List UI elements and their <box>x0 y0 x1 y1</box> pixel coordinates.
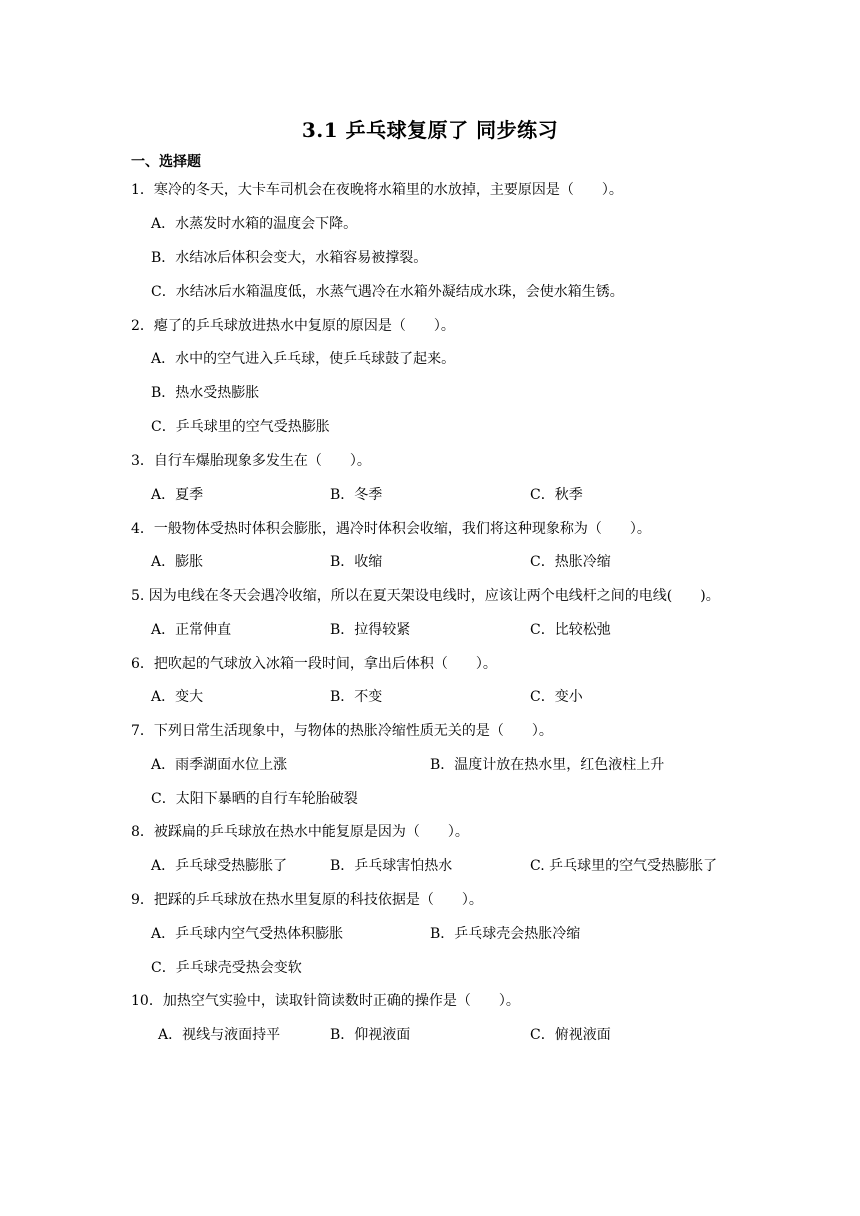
section-heading: 一、选择题 <box>131 154 201 170</box>
option-10c: C．俯视液面 <box>530 1027 611 1043</box>
question-2: 2．瘪了的乒乓球放进热水中复原的原因是（ ）。 <box>131 318 455 334</box>
option-6b: B．不变 <box>330 689 383 705</box>
option-1b: B．水结冰后体积会变大，水箱容易被撑裂。 <box>151 250 428 266</box>
option-6c: C．变小 <box>530 689 583 705</box>
option-9c: C．乒乓球壳受热会变软 <box>151 960 302 976</box>
option-8c: C. 乒乓球里的空气受热膨胀了 <box>530 858 718 874</box>
question-8: 8．被踩扁的乒乓球放在热水中能复原是因为（ ）。 <box>131 824 469 840</box>
option-5c: C．比较松弛 <box>530 622 611 638</box>
question-6: 6．把吹起的气球放入冰箱一段时间，拿出后体积（ ）。 <box>131 656 497 672</box>
option-8a: A．乒乓球受热膨胀了 <box>151 858 288 874</box>
question-4: 4．一般物体受热时体积会膨胀，遇冷时体积会收缩，我们将这种现象称为（ ）。 <box>131 521 651 537</box>
option-6a: A．变大 <box>151 689 204 705</box>
option-1c: C．水结冰后水箱温度低，水蒸气遇冷在水箱外凝结成水珠，会使水箱生锈。 <box>151 284 624 300</box>
option-3c: C．秋季 <box>530 487 583 503</box>
question-7: 7．下列日常生活现象中，与物体的热胀冷缩性质无关的是（ ）。 <box>131 723 553 739</box>
option-7c: C．太阳下暴晒的自行车轮胎破裂 <box>151 791 358 807</box>
question-9: 9．把踩的乒乓球放在热水里复原的科技依据是（ ）。 <box>131 892 483 908</box>
option-9b: B．乒乓球壳会热胀冷缩 <box>430 926 581 942</box>
option-9a: A．乒乓球内空气受热体积膨胀 <box>151 926 344 942</box>
option-3a: A．夏季 <box>151 487 204 503</box>
option-2c: C．乒乓球里的空气受热膨胀 <box>151 419 330 435</box>
option-4b: B．收缩 <box>330 554 383 570</box>
question-5: 5. 因为电线在冬天会遇冷收缩，所以在夏天架设电线时，应该让两个电线杆之间的电线( )。 <box>131 588 720 604</box>
option-4c: C．热胀冷缩 <box>530 554 611 570</box>
option-4a: A．膨胀 <box>151 554 204 570</box>
option-10b: B．仰视液面 <box>330 1027 411 1043</box>
question-3: 3．自行车爆胎现象多发生在（ ）。 <box>131 453 371 469</box>
option-2a: A．水中的空气进入乒乓球，使乒乓球鼓了起来。 <box>151 351 456 367</box>
option-10a: A．视线与液面持平 <box>158 1027 281 1043</box>
option-3b: B．冬季 <box>330 487 383 503</box>
option-1a: A．水蒸发时水箱的温度会下降。 <box>151 216 358 232</box>
question-1: 1．寒冷的冬天，大卡车司机会在夜晚将水箱里的水放掉，主要原因是（ ）。 <box>131 182 623 198</box>
question-10: 10．加热空气实验中，读取针筒读数时正确的操作是（ ）。 <box>131 993 520 1009</box>
page-title: 3.1 乒乓球复原了 同步练习 <box>301 118 559 142</box>
option-5b: B．拉得较紧 <box>330 622 411 638</box>
option-8b: B．乒乓球害怕热水 <box>330 858 453 874</box>
option-5a: A．正常伸直 <box>151 622 232 638</box>
option-2b: B．热水受热膨胀 <box>151 385 260 401</box>
option-7a: A．雨季湖面水位上涨 <box>151 757 288 773</box>
option-7b: B．温度计放在热水里，红色液柱上升 <box>430 757 665 773</box>
